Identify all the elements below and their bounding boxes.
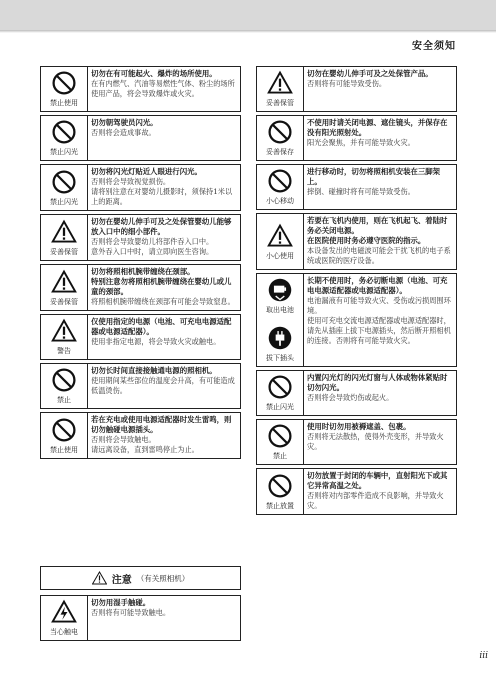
warning-triangle-icon [51,219,77,245]
safety-item-description: 否则将无法散热，使得外壳变形，并导致火灾。 [307,432,444,451]
safety-item-description: 否则将有可能导致受伤。 [307,79,387,88]
safety-item-icon-cell [41,165,88,210]
safety-item-heading: 切勿将闪光灯贴近人眼进行闪光。 [91,167,202,176]
safety-item [256,164,457,210]
safety-item-text [88,67,240,111]
safety-item [256,66,457,112]
safety-item-label: 警告 [57,347,71,355]
safety-item [256,419,457,465]
unplug-icon [267,325,293,351]
safety-item [40,595,241,641]
safety-item-icon-cell [257,116,304,160]
safety-item [40,412,241,459]
safety-item-label: 禁止使用 [50,99,78,107]
safety-item-description: 在有内燃气、汽油等易燃性气体、粉尘的场所使用产品，将会导致爆炸或火灾。 [91,79,235,98]
safety-item-label: 禁止使用 [50,445,78,454]
header-bar [0,0,496,30]
safety-item-label: 取出电池 [266,306,294,314]
left-column [40,66,241,462]
safety-item-text [88,364,240,408]
safety-item [256,370,457,416]
safety-item-label: 当心触电 [50,628,78,636]
section-title: 安全须知 [412,41,456,52]
safety-item-text [88,116,240,160]
safety-item-icon-cell [257,214,304,269]
safety-item-heading: 使用时切勿用被褥遮盖、包裹。 [307,422,411,431]
prohibition-icon [51,169,77,195]
safety-item-heading: 仅使用指定的电源（电池、可充电电源适配器或电源适配器）。 [91,317,232,336]
safety-item-heading: 不使用时请关闭电源、遮住镜头，并保存在没有阳光照射处。 [307,118,448,137]
safety-item-icon-cell [41,265,88,310]
safety-item-label: 禁止 [273,452,287,460]
safety-item-description: 电池漏液有可能导致火灾、受伤或污损周围环境。 使用可充电交流电源适配器或电源适配器时，请先从插座上拔下电源插头，然后断开照相机的连接。否则将有可能导致火灾。 [307,296,451,345]
caution-header [40,566,241,590]
safety-item-description: 使用期间某些部位的温度会升高，有可能造成低温烫伤。 [91,376,235,395]
caution-title: 注意 [111,574,132,586]
safety-item [40,164,241,211]
safety-item-text [88,596,240,640]
safety-item-description: 否则将会造成事故。 [91,128,156,137]
safety-item-icon-cell [257,371,304,415]
prohibition-icon [51,417,77,443]
safety-item-label: 禁止闪光 [266,403,294,411]
safety-item-heading: 切勿用湿手触碰。 [91,598,151,607]
safety-item-heading: 若要在飞机内使用，则在飞机起飞、着陆时务必关闭电源。 在医院使用时务必遵守医院的指示。 [307,216,448,245]
safety-item-label: 妥善保存 [266,148,294,156]
safety-item-text [304,274,456,366]
safety-item-description: 否则将有可能导致触电。 [91,608,171,617]
safety-item-description: 摔倒、碰撞时将有可能导致受伤。 [307,187,415,196]
safety-item-heading: 进行移动时，切勿将照相机安装在三脚架上。 [307,167,441,186]
safety-item-label: 小心使用 [266,251,294,260]
safety-item-description: 否则将会导致视觉损伤。 请将别注意在对婴幼儿摄影时，须保持1米以上的距离。 [91,177,233,206]
safety-item [256,115,457,161]
electric-shock-icon [51,599,77,625]
page-number: iii [479,651,488,661]
safety-item-icon-cell [41,364,88,408]
prohibition-icon [267,168,293,194]
safety-item-heading: 切勿放置于封闭的车辆中，直射阳光下或其它异常高温之处。 [307,471,448,490]
safety-item-icon-cell [41,67,88,111]
safety-item-text [304,469,456,514]
safety-item [40,115,241,161]
warning-triangle-icon [267,223,293,249]
safety-item [40,363,241,409]
safety-item-heading: 若在充电或使用电源适配器时发生雷鸣，则切勿触碰电源插头。 [91,415,232,434]
prohibition-icon [267,473,293,499]
safety-item-label: 禁止放置 [266,501,294,510]
safety-item-label: 禁止闪光 [50,197,78,206]
safety-item-heading: 切勿长时间直接接触通电源的照相机。 [91,366,217,375]
safety-item [256,273,457,367]
safety-item-text [88,315,240,359]
header-shadow [0,30,496,33]
right-column [256,66,457,518]
prohibition-icon [267,119,293,145]
safety-item-text [88,215,240,260]
safety-item-heading: 切勿在有可能起火、爆炸的场所使用。 [91,69,217,78]
safety-item [40,66,241,112]
safety-item-heading: 长期不使用时，务必切断电源（电池、可充电电源适配器或电源适配器）。 [307,276,448,295]
safety-item-text [88,165,240,210]
battery-remove-icon [267,277,293,303]
safety-item-description: 本设备发出的电磁波可能会干扰飞机的电子系统或医院的医疗设备。 [307,246,451,265]
prohibition-icon [51,367,77,393]
warning-triangle-icon [267,70,293,96]
prohibition-icon [267,374,293,400]
safety-item-heading: 切勿朝驾驶员闪光。 [91,118,158,127]
safety-item-description: 阳光会聚焦，并有可能导致火灾。 [307,138,415,147]
safety-item-label: 禁止 [57,396,71,404]
safety-item-icon-cell [41,215,88,260]
prohibition-icon [51,119,77,145]
warning-triangle-icon [51,269,77,295]
safety-item-text [304,420,456,464]
safety-item-text [304,214,456,269]
safety-item-icon-cell [257,165,304,209]
safety-item-text [304,371,456,415]
safety-item-icon-cell [41,116,88,160]
safety-item-icon-cell [257,67,304,111]
safety-item-heading: 切勿将照相机腕带缠绕在颈部。 特别注意勿将照相机腕带缠绕在婴幼儿或儿童的颈部。 [91,267,232,296]
safety-item-icon-cell [41,413,88,458]
safety-item-icon-cell [41,596,88,640]
safety-item-text [88,413,240,458]
safety-item-label: 妥善保管 [50,297,78,306]
safety-item-text [88,265,240,310]
safety-item-label: 小心移动 [266,197,294,205]
safety-item [40,264,241,311]
safety-item-heading: 切勿在婴幼儿伸手可及之处保管婴幼儿能够放入口中的细小部件。 [91,217,232,236]
safety-item-text [304,165,456,209]
caution-subtitle: （有关照相机） [136,573,190,583]
safety-item-description: 否则将会导致触电。 请远离设备，直到雷鸣停止为止。 [91,435,199,454]
caution-triangle-icon [92,571,107,585]
safety-item-description: 否则将会导致婴幼儿将部件吞入口中。 意外吞入口中时，请立即向医生咨询。 [91,237,214,256]
caution-item [40,595,241,644]
safety-item-description: 否则将对内部零件造成不良影响，并导致火灾。 [307,491,444,510]
safety-item-heading: 内置闪光灯的闪光灯窗与人体或物体紧贴时切勿闪光。 [307,373,448,392]
safety-item [40,214,241,261]
safety-item-label-secondary: 拔下插头 [266,354,294,362]
prohibition-icon [51,70,77,96]
safety-item-label: 禁止闪光 [50,148,78,156]
safety-item-text [304,67,456,111]
safety-item-icon-cell [257,469,304,514]
warning-triangle-icon [51,318,77,344]
safety-item-text [304,116,456,160]
safety-item [40,314,241,360]
prohibition-icon [267,423,293,449]
safety-item-icon-cell [257,274,304,366]
safety-item-description: 否则将会导致灼伤或起火。 [307,393,394,402]
safety-item-heading: 切勿在婴幼儿伸手可及之处保管产品。 [307,69,433,78]
safety-item-icon-cell [257,420,304,464]
safety-item [256,468,457,515]
safety-item-label: 妥善保管 [266,99,294,107]
safety-item-description: 将照相机腕带缠绕在颈部有可能会导致窒息。 [91,297,235,306]
safety-item [256,213,457,270]
safety-item-icon-cell [41,315,88,359]
safety-item-label: 妥善保管 [50,247,78,256]
safety-item-description: 使用非指定电源，将会导致火灾或触电。 [91,337,221,346]
